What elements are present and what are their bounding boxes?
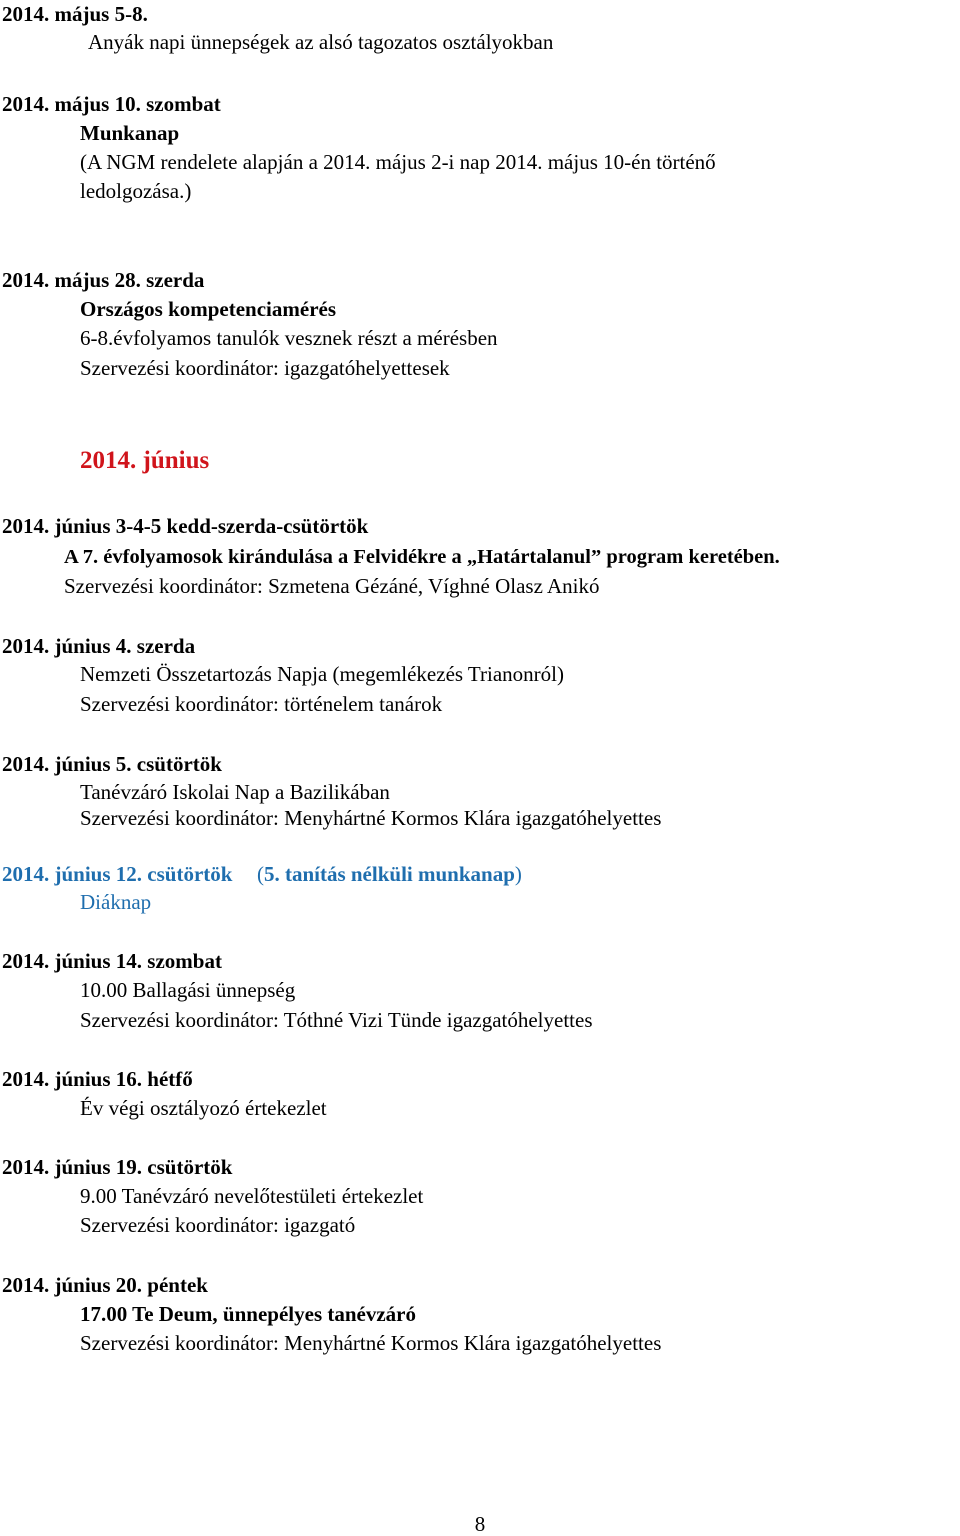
- event-title: Országos kompetenciamérés: [80, 297, 337, 321]
- event-date: 2014. június 12. csütörtök: [2, 862, 233, 886]
- event-title: Anyák napi ünnepségek az alsó tagozatos osztályokban: [88, 30, 554, 54]
- page-number: 8: [474, 1512, 486, 1536]
- event-coordinator: Szervezési koordinátor: Tóthné Vizi Tünde igazgatóhelyettes: [80, 1008, 593, 1032]
- event-title: Tanévzáró Iskolai Nap a Bazilikában: [80, 780, 390, 804]
- event-date: 2014. június 5. csütörtök: [2, 752, 222, 776]
- event-title: Év végi osztályozó értekezlet: [80, 1096, 327, 1120]
- event-date: 2014. május 5-8.: [2, 2, 148, 26]
- event-title: Munkanap: [80, 121, 180, 145]
- event-coordinator: Szervezési koordinátor: Menyhártné Kormos Klára igazgatóhelyettes: [80, 806, 662, 830]
- event-note: ledolgozása.): [80, 179, 192, 203]
- event-coordinator: Szervezési koordinátor: igazgatóhelyettesek: [80, 356, 450, 380]
- event-title: Diáknap: [80, 890, 152, 914]
- event-title: 9.00 Tanévzáró nevelőtestületi értekezlet: [80, 1184, 424, 1208]
- event-coordinator: Szervezési koordinátor: történelem tanárok: [80, 692, 443, 716]
- event-note: (A NGM rendelete alapján a 2014. május 2-i nap 2014. május 10-én történő: [80, 150, 716, 174]
- event-title: Nemzeti Összetartozás Napja (megemlékezés Trianonról): [80, 662, 564, 686]
- event-title: 10.00 Ballagási ünnepség: [80, 978, 296, 1002]
- event-date: 2014. június 19. csütörtök: [2, 1155, 233, 1179]
- event-paren-close: ): [514, 862, 522, 886]
- event-date: 2014. június 20. péntek: [2, 1273, 208, 1297]
- month-heading: 2014. június: [80, 447, 210, 474]
- event-date: 2014. június 3-4-5 kedd-szerda-csütörtök: [2, 514, 369, 538]
- event-date: 2014. június 14. szombat: [2, 949, 222, 973]
- event-date: 2014. június 16. hétfő: [2, 1067, 193, 1091]
- event-coordinator: Szervezési koordinátor: Szmetena Gézáné, Víghné Olasz Anikó: [64, 574, 600, 598]
- event-detail: 6-8.évfolyamos tanulók vesznek részt a mérésben: [80, 326, 498, 350]
- event-note: 5. tanítás nélküli munkanap: [263, 862, 515, 886]
- event-date: 2014. június 4. szerda: [2, 634, 196, 658]
- event-date: 2014. május 28. szerda: [2, 268, 205, 292]
- event-paren-open: (: [256, 862, 264, 886]
- event-coordinator: Szervezési koordinátor: Menyhártné Kormos Klára igazgatóhelyettes: [80, 1331, 662, 1355]
- event-date-line: [2, 862, 522, 886]
- event-title: 17.00 Te Deum, ünnepélyes tanévzáró: [80, 1302, 416, 1326]
- event-title: A 7. évfolyamosok kirándulása a Felvidékre a „Határtalanul” program keretében.: [64, 546, 780, 568]
- event-date: 2014. május 10. szombat: [2, 92, 221, 116]
- event-coordinator: Szervezési koordinátor: igazgató: [80, 1213, 356, 1237]
